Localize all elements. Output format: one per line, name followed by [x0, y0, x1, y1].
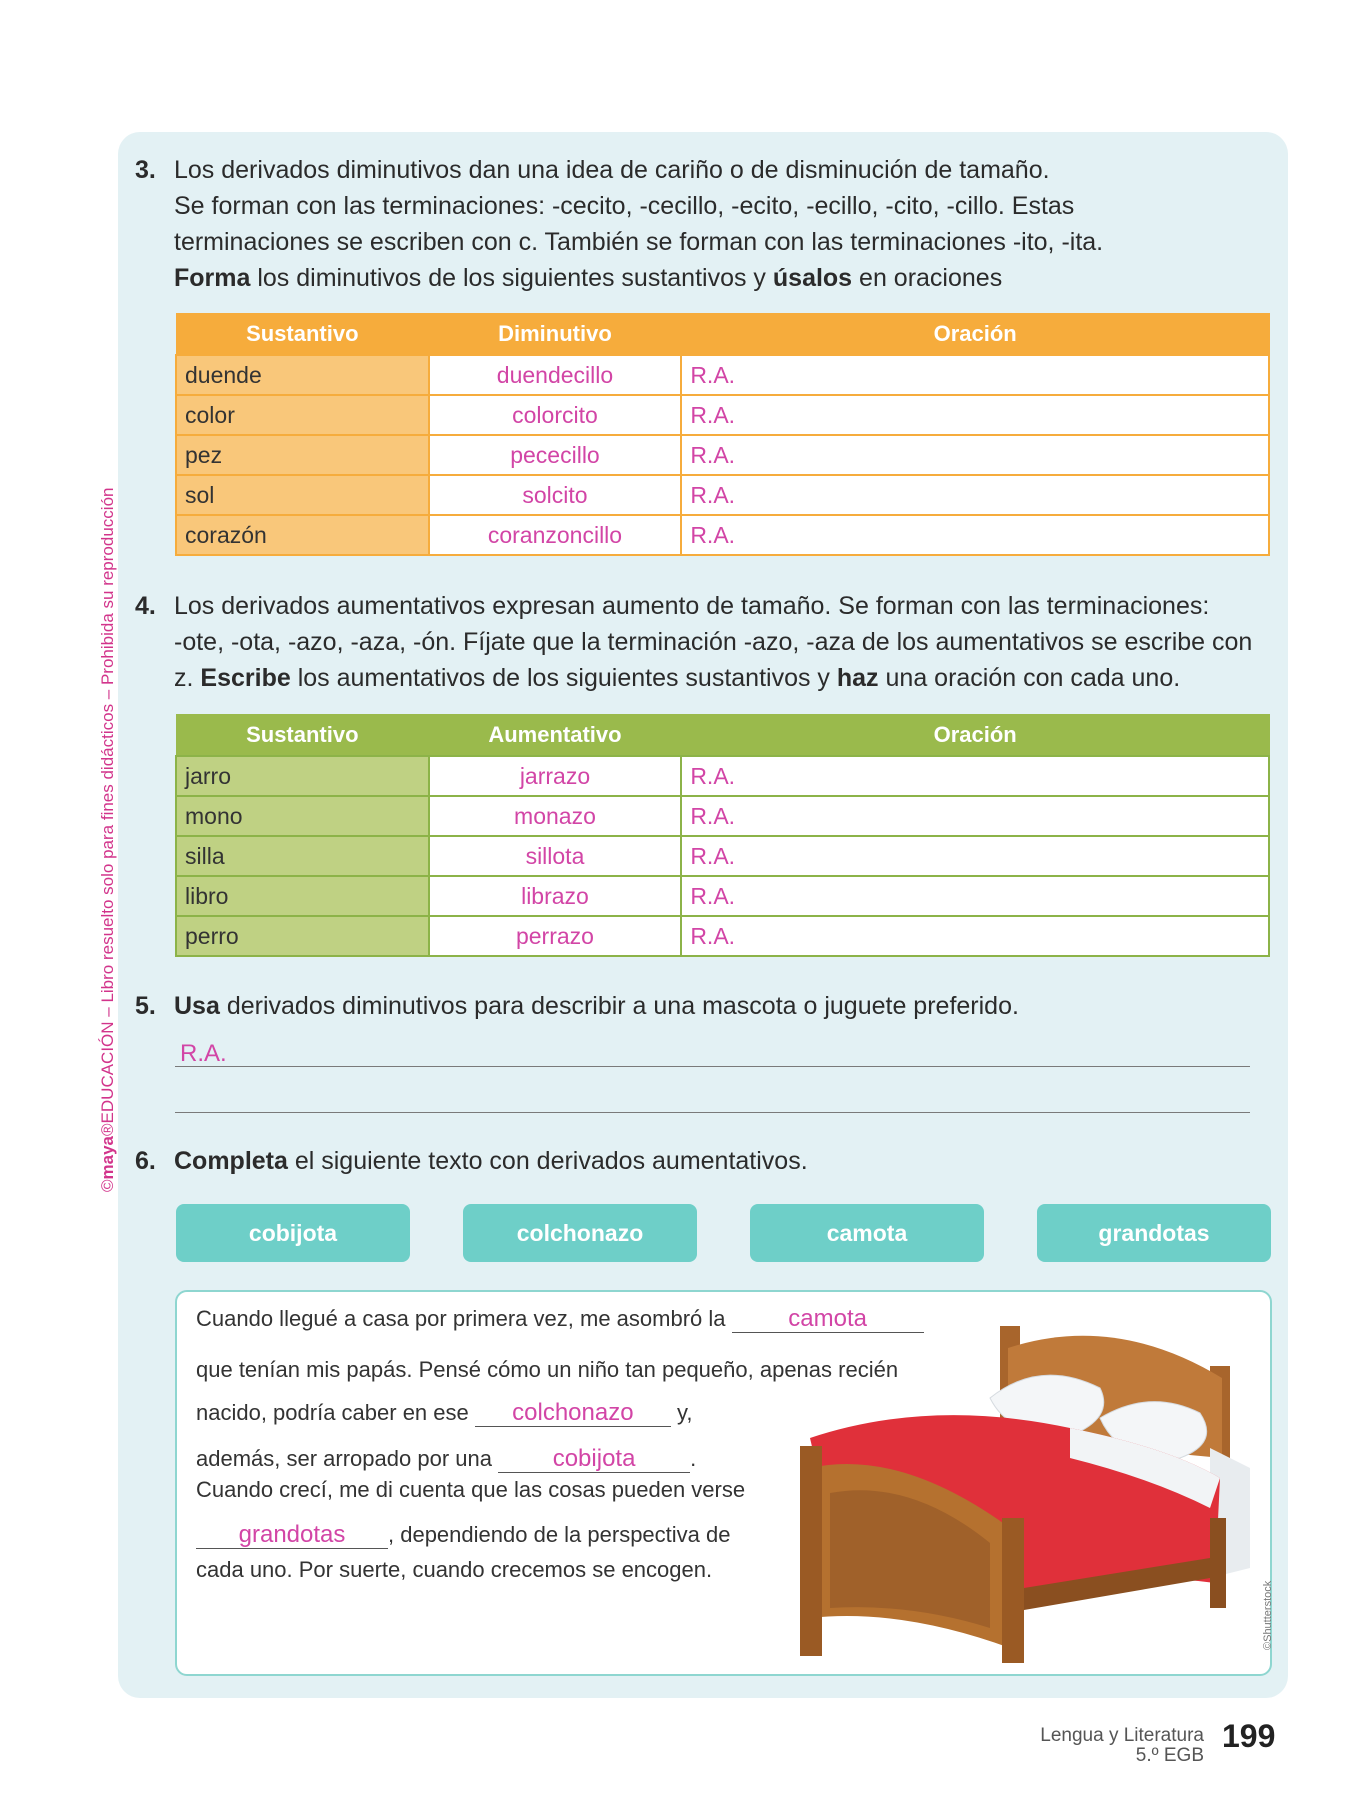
image-credit: ©Shutterstock: [1262, 1580, 1274, 1650]
answer-text: R.A.: [180, 1040, 227, 1067]
word-chip: grandotas: [1037, 1204, 1271, 1262]
exercise-number: 3.: [135, 156, 156, 184]
exercise-6: [135, 1143, 1275, 1179]
exercise-3: [135, 152, 1275, 296]
exercise-number: 4.: [135, 592, 156, 620]
table-row: sol solcito R.A.: [176, 475, 1269, 515]
story-line: Cuando llegué a casa por primera vez, me asombró la camota: [196, 1306, 924, 1333]
word-chip: camota: [750, 1204, 984, 1262]
table-header-row: Sustantivo Aumentativo Oración: [176, 715, 1269, 757]
exercise-instructions: Los derivados diminutivos dan una idea de cariño o de disminución de tamaño. Se forman con las terminaciones: -cecito, -cecillo, -ecito, -ecillo, -cito, -cillo. Estas terminaciones se escriben con c. También se forman con las terminaciones -ito, -ita. Forma los diminutivos de los siguientes sustantivos y úsalos en oraciones: [174, 156, 1104, 292]
story-line: cada uno. Por suerte, cuando crecemos se encogen.: [196, 1557, 713, 1582]
exercise-4: [135, 588, 1275, 696]
footer-subject: Lengua y Literatura 5.º EGB: [1040, 1725, 1204, 1766]
bed-post: [1002, 1518, 1024, 1663]
table-row: mono monazo R.A.: [176, 796, 1269, 836]
table-row: color colorcito R.A.: [176, 395, 1269, 435]
brand-logo: maya: [98, 1135, 117, 1180]
answer-blank: colchonazo: [475, 1400, 671, 1427]
diminutive-table: [175, 313, 1270, 556]
answer-cell: perrazo: [429, 916, 682, 956]
answer-cell: coranzoncillo: [429, 515, 682, 555]
answer-cell: colorcito: [429, 395, 682, 435]
answer-cell: solcito: [429, 475, 682, 515]
bed-illustration: [770, 1318, 1260, 1668]
answer-cell: jarrazo: [429, 756, 682, 796]
story-line: Cuando crecí, me di cuenta que las cosas pueden verse: [196, 1477, 746, 1502]
answer-cell: monazo: [429, 796, 682, 836]
table-row: corazón coranzoncillo R.A.: [176, 515, 1269, 555]
answer-blank: grandotas: [196, 1522, 388, 1549]
answer-cell: librazo: [429, 876, 682, 916]
exercise-5: [135, 988, 1275, 1024]
answer-cell: duendecillo: [429, 355, 682, 395]
bed-post: [800, 1446, 822, 1656]
answer-blank: camota: [732, 1306, 924, 1333]
exercise-instructions: Completa el siguiente texto con derivados aumentativos.: [174, 1147, 808, 1175]
story-line: grandotas , dependiendo de la perspectiva de: [196, 1522, 730, 1549]
table-header-row: Sustantivo Diminutivo Oración: [176, 314, 1269, 356]
exercise-number: 5.: [135, 992, 156, 1020]
answer-cell: sillota: [429, 836, 682, 876]
table-row: silla sillota R.A.: [176, 836, 1269, 876]
story-line: nacido, podría caber en ese colchonazo y,: [196, 1399, 693, 1426]
word-chip: cobijota: [176, 1204, 410, 1262]
story-line: además, ser arropado por una cobijota .: [196, 1445, 697, 1472]
table-row: perro perrazo R.A.: [176, 916, 1269, 956]
exercise-instructions: Los derivados aumentativos expresan aumento de tamaño. Se forman con las terminaciones: -ote, -ota, -azo, -aza, -ón. Fíjate que la terminación -azo, -aza de los aumentativos se escribe con z. Escribe los aumentativos de los siguientes sustantivos y haz una oración con cada uno.: [174, 592, 1253, 692]
side-copyright: ©maya®EDUCACIÓN – Libro resuelto solo para fines didácticos – Prohibida su reproducción: [98, 487, 117, 1192]
answer-line: [175, 1066, 1250, 1067]
table-row: pez pececillo R.A.: [176, 435, 1269, 475]
exercise-instructions: Usa derivados diminutivos para describir a una mascota o juguete preferido.: [174, 992, 1019, 1020]
answer-blank: cobijota: [498, 1446, 690, 1473]
word-chip: colchonazo: [463, 1204, 697, 1262]
page-number: 199: [1222, 1718, 1276, 1754]
table-row: jarro jarrazo R.A.: [176, 756, 1269, 796]
bed-post: [1210, 1518, 1226, 1608]
exercise-number: 6.: [135, 1147, 156, 1175]
table-row: duende duendecillo R.A.: [176, 355, 1269, 395]
table-row: libro librazo R.A.: [176, 876, 1269, 916]
answer-line: [175, 1112, 1250, 1113]
augmentative-table: [175, 714, 1270, 957]
story-line: que tenían mis papás. Pensé cómo un niño tan pequeño, apenas recién: [196, 1357, 899, 1382]
answer-cell: pececillo: [429, 435, 682, 475]
